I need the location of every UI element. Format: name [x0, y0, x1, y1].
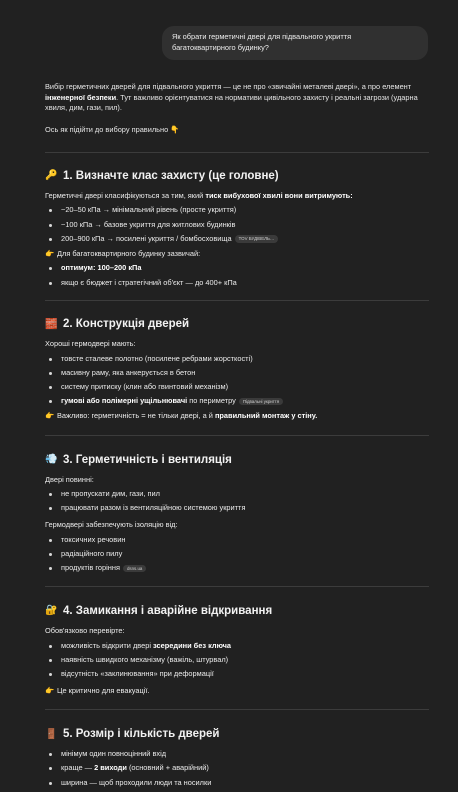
list-item: токсичних речовин	[45, 535, 429, 546]
section-tightness-ventilation	[45, 452, 429, 574]
list-item-bold: гумові або полімерні ущільнювачі	[61, 396, 188, 406]
requirements-list	[45, 489, 429, 514]
section-lead: Двері повинні:	[45, 474, 94, 484]
divider	[45, 435, 429, 436]
list-item: товсте сталеве полотно (посилене ребрами жорсткості)	[45, 354, 429, 365]
section-title	[45, 726, 429, 743]
section-title	[45, 168, 429, 185]
section-lead	[45, 191, 429, 202]
size-list	[45, 749, 429, 788]
list-item: не пропускати дим, гази, пил	[45, 489, 429, 500]
note-text: Це критично для евакуації.	[57, 685, 150, 695]
section-door-size	[45, 726, 429, 788]
pointing-hand-icon: 👉	[45, 248, 55, 258]
lead-text: Герметичні двері класифікуються за тим, який	[45, 190, 206, 200]
section-lead: Хороші гермодвері мають:	[45, 338, 136, 348]
section-protection-class	[45, 168, 429, 288]
door-icon: 🚪	[45, 728, 58, 740]
list-item: наявність швидкого механізму (важіль, штурвал)	[45, 655, 429, 666]
list-item-bold: 2 виходи	[94, 763, 127, 773]
section-title-text: 1. Визначте клас захисту (це головне)	[63, 169, 279, 182]
divider	[45, 152, 429, 153]
bricks-icon: 🧱	[45, 318, 58, 330]
section-door-construction	[45, 316, 429, 422]
user-message-bubble	[162, 26, 428, 60]
list-item-text: (основний + аварійний)	[126, 763, 209, 773]
list-item-text: можливість відкрити двері	[61, 640, 154, 650]
list-item: масивну раму, яка анкерується в бетон	[45, 368, 429, 379]
lead-text: :	[350, 190, 353, 200]
list-item	[45, 263, 429, 274]
pointing-hand-icon: 👉	[45, 411, 55, 421]
section-title	[45, 452, 429, 469]
note-text: Важливо: герметичність = не тільки двері, а й	[57, 411, 215, 421]
intro-cta: Ось як підійти до вибору правильно 👇	[45, 125, 180, 135]
isolation-list	[45, 535, 429, 574]
note-text: Для багатоквартирного будинку зазвичай:	[57, 248, 201, 258]
locking-list	[45, 641, 429, 680]
list-item-text: краще —	[61, 763, 95, 773]
section-note	[45, 686, 429, 697]
section-title-text: 2. Конструкція дверей	[63, 318, 190, 331]
list-item: мінімум один повноцінний вхід	[45, 749, 429, 760]
recommendation-list	[45, 263, 429, 288]
section-lead: Обов'язково перевірте:	[45, 625, 125, 635]
list-item: ширина — щоб проходили люди та носилки	[45, 778, 429, 789]
list-item: якщо є бюджет і стратегічний об'єкт — до 400+ кПа	[45, 278, 429, 289]
section-title-text: 5. Розмір і кількість дверей	[63, 728, 220, 741]
list-item	[45, 396, 429, 407]
list-item: систему притиску (клин або гвинтовий механізм)	[45, 382, 429, 393]
source-chip[interactable]: TOV БУДІВЕЛЬ…	[235, 235, 279, 243]
divider	[45, 709, 429, 710]
intro	[45, 82, 429, 136]
section-title-text: 3. Герметичність і вентиляція	[63, 453, 232, 466]
list-item	[45, 641, 429, 652]
user-message-line: багатоквартирного будинку?	[172, 43, 269, 53]
user-message-line: Як обрати герметичні двері для підвального укриття	[172, 32, 352, 41]
lead-bold: тиск вибухової хвилі вони витримують	[205, 190, 351, 200]
source-chip[interactable]: dsns.ua	[123, 565, 146, 573]
section-note	[45, 249, 429, 260]
source-chip[interactable]: Підвальні укриття	[239, 398, 283, 406]
section-note	[45, 411, 429, 422]
list-item: ~20–50 кПа → мінімальний рівень (просте укриття)	[45, 205, 429, 216]
list-item-bold: оптимум: 100–200 кПа	[61, 263, 142, 273]
section-title	[45, 603, 429, 620]
list-item	[45, 563, 429, 574]
section-lead: Гермодвері забезпечують ізоляцію від:	[45, 520, 178, 530]
list-item: ~100 кПа → базове укриття для житлових будинків	[45, 220, 429, 231]
divider	[45, 300, 429, 301]
intro-bold: інженерної безпеки	[45, 92, 117, 102]
pressure-list	[45, 205, 429, 244]
key-icon: 🔑	[45, 170, 58, 182]
intro-text: Вибір герметичних дверей для підвального укриття — це не про «звичайні металеві двері», а про елемент	[45, 82, 412, 91]
section-locking	[45, 603, 429, 696]
lock-icon: 🔐	[45, 605, 58, 617]
section-title-text: 4. Замикання і аварійне відкривання	[63, 605, 273, 618]
list-item-text: 200–900 кПа → посилені укриття / бомбосховища	[61, 233, 232, 243]
pointing-hand-icon: 👉	[45, 685, 55, 695]
note-bold: правильний монтаж у стіну.	[214, 411, 318, 421]
divider	[45, 586, 429, 587]
assistant-answer	[45, 82, 429, 792]
construction-list	[45, 354, 429, 407]
list-item	[45, 234, 429, 245]
list-item: відсутність «заклинювання» при деформації	[45, 669, 429, 680]
wind-icon: 💨	[45, 454, 58, 466]
list-item-bold: зсередини без ключа	[153, 640, 231, 650]
list-item: радіаційного пилу	[45, 549, 429, 560]
intro-text: . Тут важливо орієнтуватися на нормативи цивільного захисту і реальні загрози (ударна хвиля, дим, гази, пил).	[45, 92, 418, 113]
list-item: працювати разом із вентиляційною системою укриття	[45, 503, 429, 514]
section-title	[45, 316, 429, 333]
intro-paragraph	[45, 82, 429, 114]
list-item	[45, 763, 429, 774]
list-item-text: по периметру	[187, 396, 236, 406]
list-item-text: продуктів горіння	[61, 563, 120, 573]
